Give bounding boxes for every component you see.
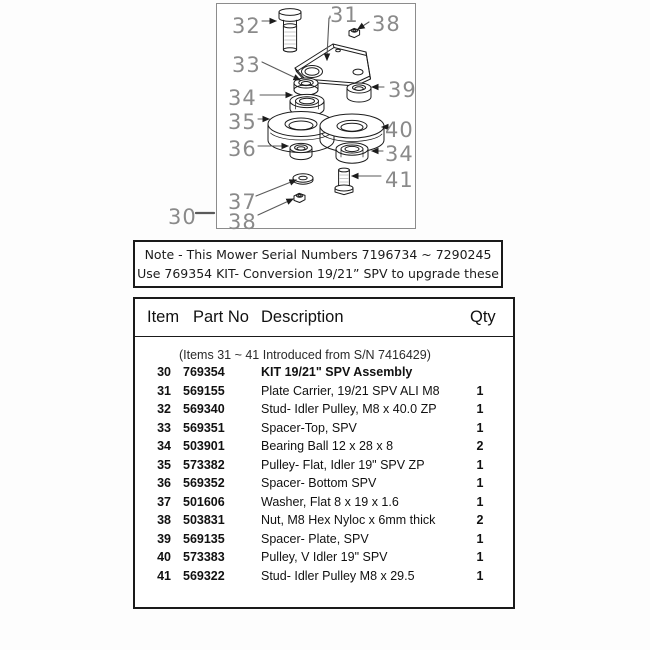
cell-description: Stud- Idler Pulley, M8 x 40.0 ZP [261, 402, 437, 416]
cell-quantity: 1 [476, 494, 484, 509]
cell-item-number: 41 [157, 568, 171, 583]
cell-description: Nut, M8 Hex Nyloc x 6mm thick [261, 513, 436, 527]
table-header-row [135, 299, 513, 337]
cell-quantity: 1 [476, 531, 484, 546]
callout-number-34-9: 34 [385, 142, 414, 166]
cell-part-number: 569155 [183, 383, 225, 398]
cell-description: Plate Carrier, 19/21 SPV ALI M8 [261, 383, 440, 398]
table-row [135, 365, 513, 384]
note-line-serial-range: Note - This Mower Serial Numbers 7196734 ~ 7290245 [144, 246, 492, 262]
cell-part-number: 573382 [183, 457, 225, 472]
cell-quantity: 2 [476, 439, 484, 453]
callout-number-38-12: 38 [228, 210, 257, 234]
table-row [135, 532, 513, 551]
cell-description: Pulley- Flat, Idler 19" SPV ZP [261, 457, 425, 472]
note-line-upgrade-kit: Use 769354 KIT- Conversion 19/21” SPV to upgrade these [137, 266, 499, 281]
table-row [135, 569, 513, 588]
callout-number-41-10: 41 [385, 168, 414, 192]
cell-quantity: 1 [476, 402, 484, 416]
cell-part-number: 569340 [183, 402, 225, 416]
cell-description: Stud- Idler Pulley M8 x 29.5 [261, 568, 415, 583]
column-header-qty: Qty [470, 308, 496, 326]
callout-number-40-7: 40 [385, 118, 414, 142]
cell-item-number: 39 [157, 531, 171, 546]
cell-item-number: 36 [157, 476, 171, 490]
cell-item-number: 35 [157, 457, 171, 472]
column-header-part-no: Part No [193, 308, 249, 326]
cell-item-number: 38 [157, 513, 171, 527]
table-row [135, 550, 513, 569]
cell-quantity: 1 [476, 420, 484, 435]
cell-item-number: 33 [157, 420, 171, 435]
cell-description: Bearing Ball 12 x 28 x 8 [261, 439, 394, 453]
column-header-item: Item [147, 308, 180, 326]
cell-quantity: 1 [476, 383, 484, 398]
cell-item-number: 30 [157, 365, 171, 379]
table-row [135, 384, 513, 403]
intro-note-text: (Items 31 ~ 41 Introduced from S/N 7416429) [179, 348, 431, 362]
table-row [135, 495, 513, 514]
cell-item-number: 32 [157, 402, 171, 416]
cell-item-number: 37 [157, 494, 171, 509]
cell-description: Pulley, V Idler 19" SPV [261, 550, 388, 564]
cell-part-number: 569322 [183, 568, 225, 583]
callout-number-34-5: 34 [228, 86, 257, 110]
cell-part-number: 503831 [183, 513, 225, 527]
table-body [135, 337, 513, 587]
table-row [135, 458, 513, 477]
callout-number-37-11: 37 [228, 190, 257, 214]
serial-number-note-box [133, 240, 503, 288]
cell-description: Spacer- Plate, SPV [261, 531, 369, 546]
cell-quantity: 1 [476, 457, 484, 472]
callout-number-32-0: 32 [232, 14, 261, 38]
cell-description: KIT 19/21" SPV Assembly [261, 365, 413, 379]
cell-part-number: 573383 [183, 550, 225, 564]
cell-quantity: 1 [476, 550, 484, 564]
cell-quantity: 1 [476, 476, 484, 490]
table-row [135, 439, 513, 458]
cell-description: Washer, Flat 8 x 19 x 1.6 [261, 494, 399, 509]
cell-description: Spacer-Top, SPV [261, 420, 357, 435]
parts-list-table [133, 297, 515, 609]
column-header-description: Description [261, 308, 344, 326]
cell-quantity: 2 [476, 513, 484, 527]
cell-item-number: 40 [157, 550, 171, 564]
callout-number-35-6: 35 [228, 110, 257, 134]
table-row [135, 402, 513, 421]
cell-item-number: 31 [157, 383, 171, 398]
callout-number-31-1: 31 [330, 3, 359, 27]
callout-number-38-2: 38 [372, 12, 401, 36]
cell-part-number: 769354 [183, 365, 225, 379]
table-row [135, 476, 513, 495]
cell-part-number: 569135 [183, 531, 225, 546]
callout-number-30-13: 30 [168, 205, 197, 229]
intro-note-row [135, 348, 513, 365]
cell-part-number: 569352 [183, 476, 225, 490]
cell-item-number: 34 [157, 439, 171, 453]
table-row [135, 421, 513, 440]
cell-part-number: 569351 [183, 420, 225, 435]
table-row [135, 513, 513, 532]
callout-number-36-8: 36 [228, 137, 257, 161]
cell-part-number: 503901 [183, 439, 225, 453]
callout-number-39-4: 39 [388, 78, 417, 102]
cell-quantity: 1 [476, 568, 484, 583]
cell-part-number: 501606 [183, 494, 225, 509]
cell-description: Spacer- Bottom SPV [261, 476, 377, 490]
callout-number-33-3: 33 [232, 53, 261, 77]
